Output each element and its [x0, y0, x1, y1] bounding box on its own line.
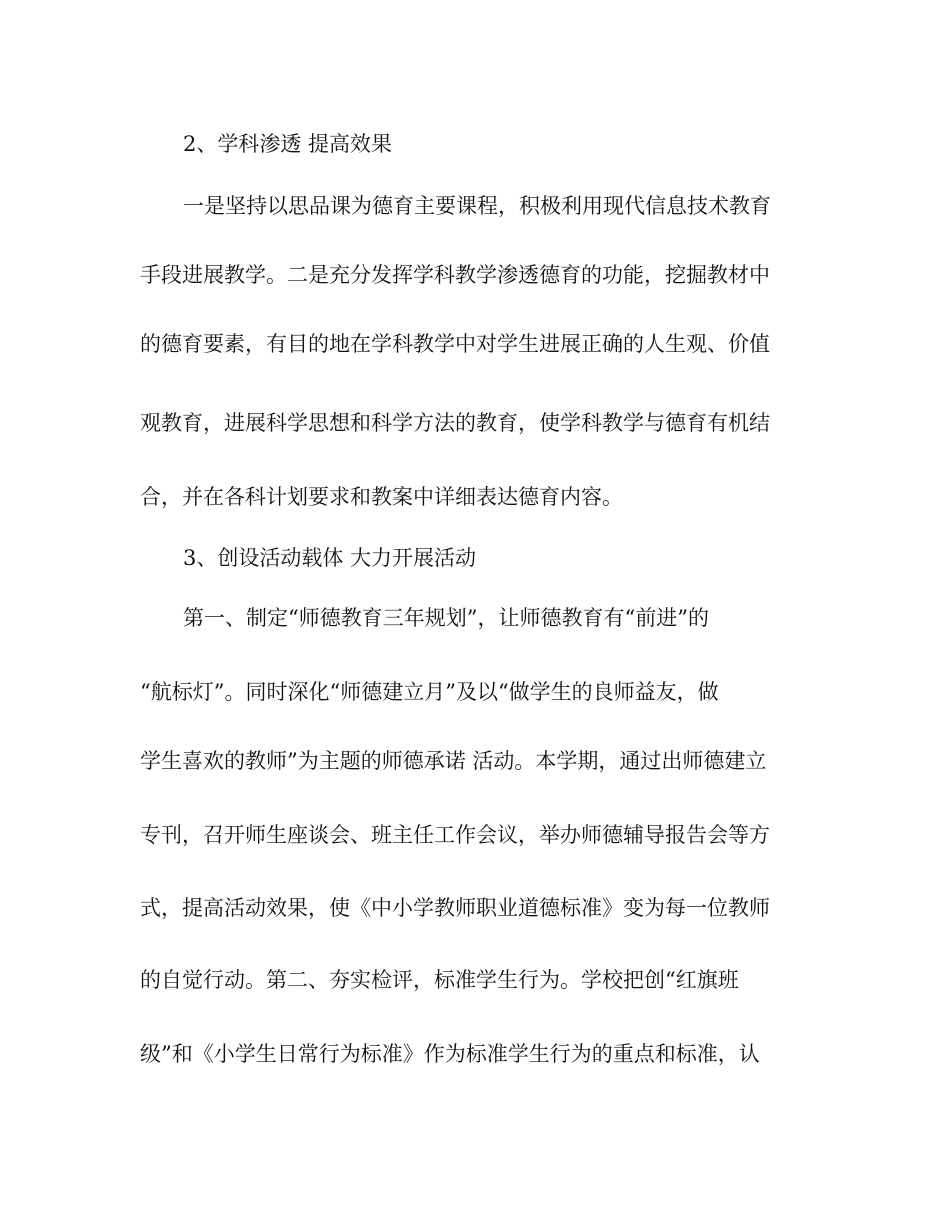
section-heading-2: 2、学科渗透 提高效果: [183, 132, 393, 156]
section-heading-3: 3、创设活动载体 大力开展活动: [183, 546, 477, 570]
paragraph-line: 观教育，进展科学思想和科学方法的教育，使学科教学与德育有机结: [140, 411, 770, 435]
paragraph-line: 的德育要素，有目的地在学科教学中对学生进展正确的人生观、价值: [140, 332, 770, 356]
paragraph-line: 合，并在各科计划要求和教案中详细表达德育内容。: [140, 485, 623, 509]
paragraph-line: 式，提高活动效果，使《中小学教师职业道德标准》变为每一位教师: [140, 896, 770, 920]
paragraph-line: 学生喜欢的教师”为主题的师德承诺 活动。本学期，通过出师德建立: [140, 749, 767, 773]
paragraph-line: 第一、制定“师德教育三年规划”，让师德教育有“前进”的: [183, 606, 709, 630]
paragraph-line: 级”和《小学生日常行为标准》作为标准学生行为的重点和标准，认: [140, 1042, 760, 1066]
paragraph-line: 的自觉行动。第二、夯实检评，标准学生行为。学校把创“红旗班: [140, 968, 739, 992]
paragraph-line: “航标灯”。同时深化“师德建立月”及以“做学生的良师益友，做: [140, 680, 719, 704]
paragraph-line: 一是坚持以思品课为德育主要课程，积极利用现代信息技术教育: [183, 194, 771, 218]
paragraph-line: 专刊，召开师生座谈会、班主任工作会议，举办师德辅导报告会等方: [140, 823, 770, 847]
paragraph-line: 手段进展教学。二是充分发挥学科教学渗透德育的功能，挖掘教材中: [140, 263, 770, 287]
